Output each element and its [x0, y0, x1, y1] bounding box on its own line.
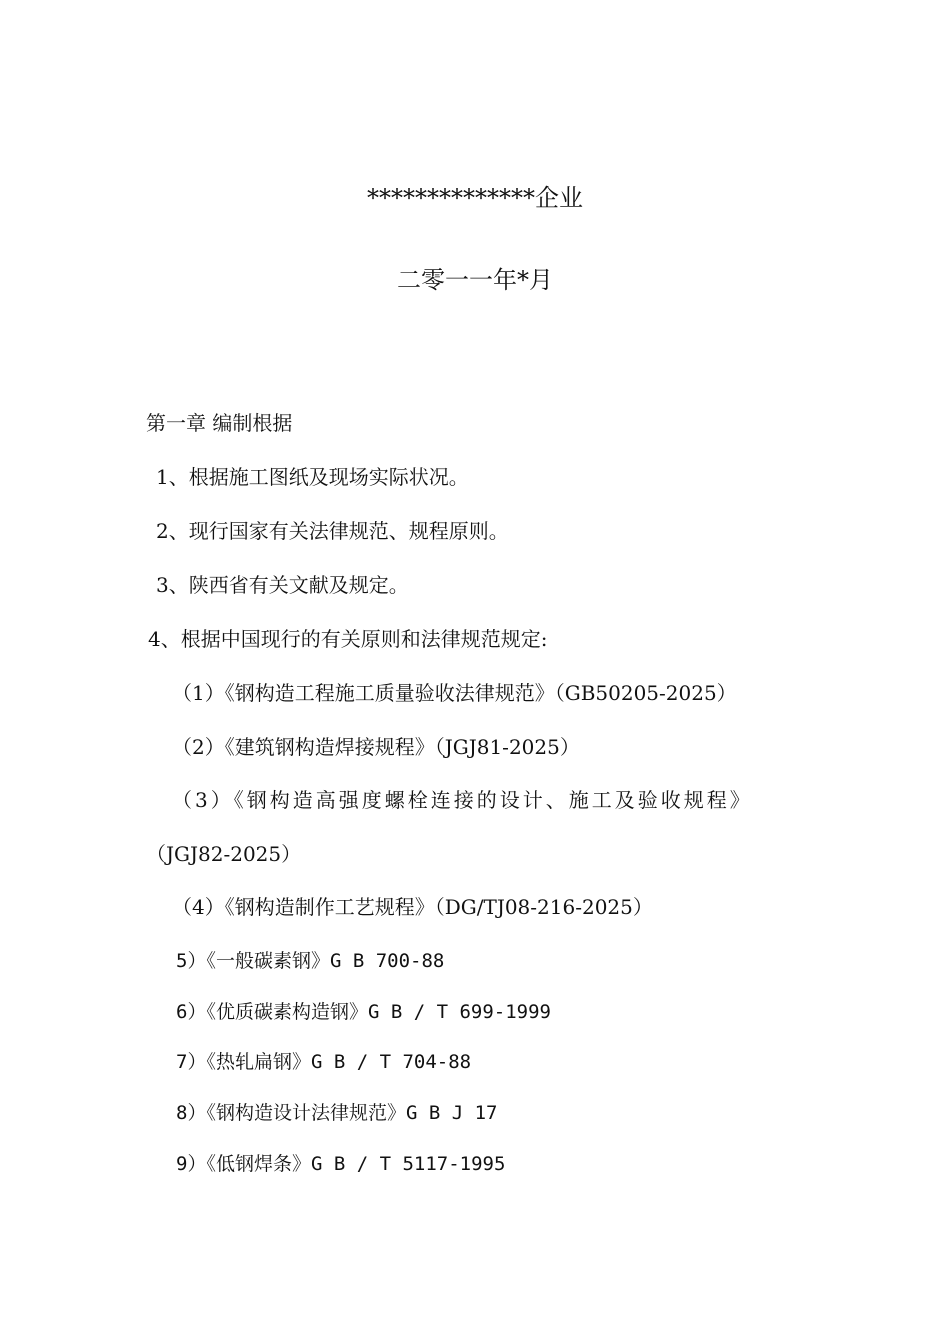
standard-3: （3）《钢构造高强度螺栓连接的设计、施工及验收规程》 — [172, 788, 753, 812]
standard-4: （4）《钢构造制作工艺规程》（DG/TJ08-216-2025） — [172, 895, 653, 919]
standard-1: （1）《钢构造工程施工质量验收法律规范》（GB50205-2025） — [172, 681, 737, 705]
standard-3-code: （JGJ82-2025） — [146, 842, 302, 866]
basis-item-3: 3、陕西省有关文献及规定。 — [156, 573, 409, 597]
standard-6: 6）《优质碳素构造钢》G B / T 699-1999 — [176, 1001, 551, 1023]
standard-2: （2）《建筑钢构造焊接规程》（JGJ81-2025） — [172, 735, 580, 759]
standard-5: 5）《一般碳素钢》G B 700-88 — [176, 950, 445, 972]
standard-9: 9）《低钢焊条》G B / T 5117-1995 — [176, 1153, 506, 1175]
cover-date: 二零一一年*月 — [397, 266, 553, 294]
standard-8: 8）《钢构造设计法律规范》G B J 17 — [176, 1102, 498, 1124]
basis-item-4: 4、根据中国现行的有关原则和法律规范规定: — [148, 627, 548, 651]
company-title: **************企业 — [367, 184, 583, 212]
standard-7: 7）《热轧扁钢》G B / T 704-88 — [176, 1051, 472, 1073]
basis-item-2: 2、现行国家有关法律规范、规程原则。 — [156, 519, 509, 543]
chapter-heading: 第一章 编制根据 — [146, 411, 293, 435]
basis-item-1: 1、根据施工图纸及现场实际状况。 — [156, 465, 469, 489]
